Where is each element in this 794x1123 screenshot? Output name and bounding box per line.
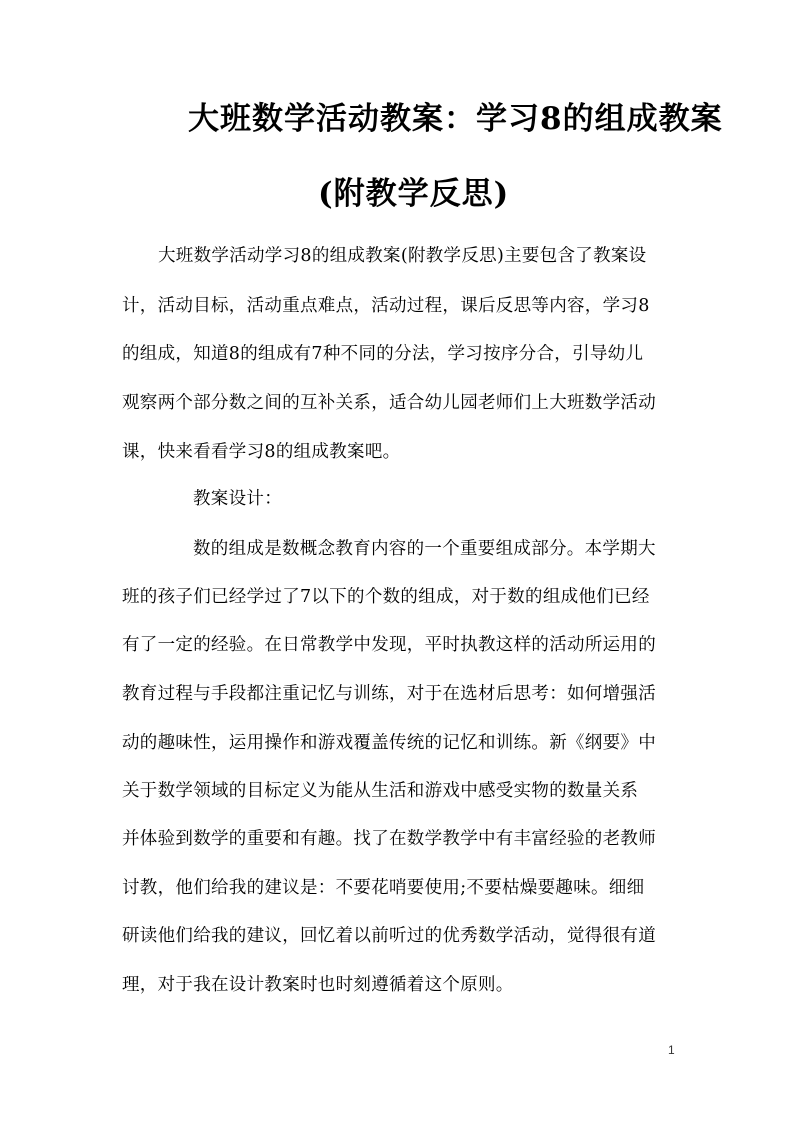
body-line: 关于数学领域的目标定义为能从生活和游戏中感受实物的数量关系 [122, 781, 639, 801]
body-line: 有了一定的经验。在日常教学中发现，平时执教这样的活动所运用的 [122, 635, 656, 655]
body-line: 研读他们给我的建议，回忆着以前听过的优秀数学活动，觉得很有道 [122, 926, 656, 946]
body-line: 教育过程与手段都注重记忆与训练，对于在选材后思考：如何增强活 [122, 684, 656, 704]
intro-line: 计，活动目标，活动重点难点，活动过程，课后反思等内容，学习8 [122, 296, 650, 316]
intro-line: 课，快来看看学习8的组成教案吧。 [122, 442, 401, 462]
document-title-line2: (附教学反思) [318, 176, 510, 212]
body-line: 动的趣味性，运用操作和游戏覆盖传统的记忆和训练。新《纲要》中 [122, 733, 656, 753]
body-line: 理，对于我在设计教案时也时刻遵循着这个原则。 [122, 975, 514, 995]
body-line: 数的组成是数概念教育内容的一个重要组成部分。本学期大 [193, 539, 656, 559]
intro-line: 的组成，知道8的组成有7种不同的分法，学习按序分合，引导幼儿 [122, 344, 644, 364]
intro-line: 观察两个部分数之间的互补关系，适合幼儿园老师们上大班数学活动 [122, 393, 656, 413]
section-heading: 教案设计： [193, 489, 282, 509]
body-line: 班的孩子们已经学过了7以下的个数的组成，对于数的组成他们已经 [122, 587, 650, 607]
page-number: 1 [668, 1043, 675, 1057]
document-title-line1: 大班数学活动教案：学习8的组成教案 [188, 101, 723, 137]
intro-line: 大班数学活动学习8的组成教案(附教学反思)主要包含了教案设 [158, 246, 647, 266]
body-line: 并体验到数学的重要和有趣。找了在数学教学中有丰富经验的老教师 [122, 829, 656, 849]
body-line: 讨教，他们给我的建议是：不要花哨要使用;不要枯燥要趣味。细细 [122, 878, 645, 898]
